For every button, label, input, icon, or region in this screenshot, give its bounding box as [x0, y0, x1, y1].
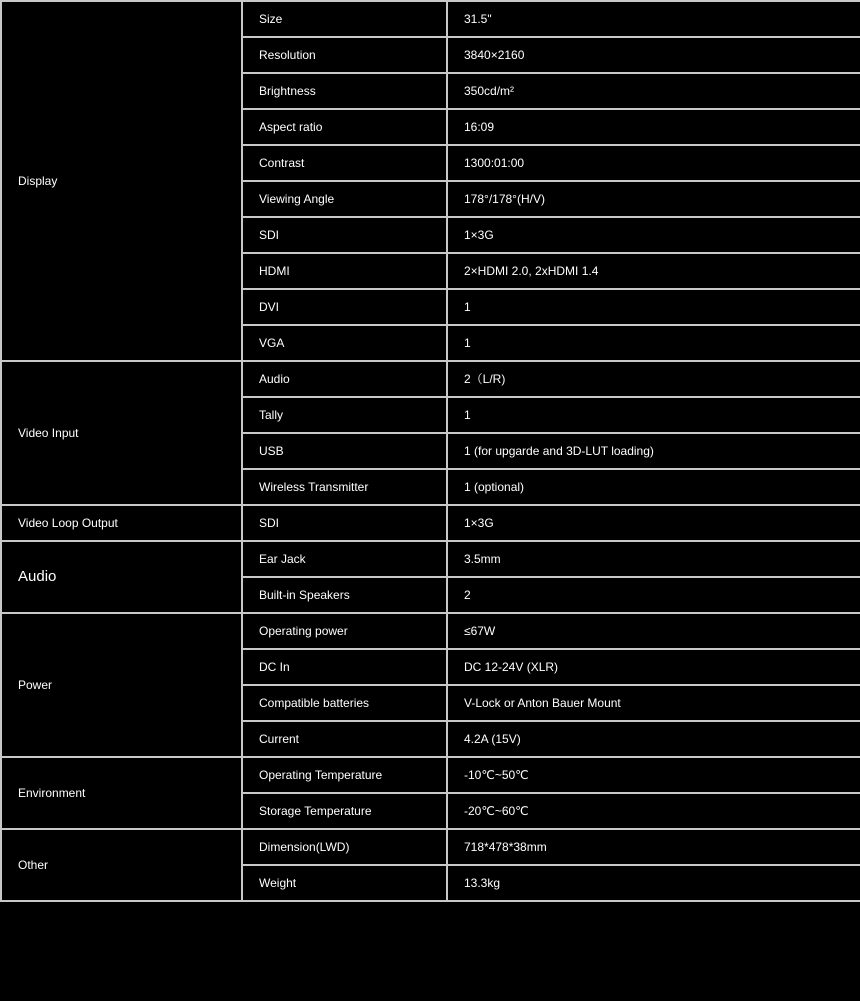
spec-value: 4.2A (15V)	[447, 721, 860, 757]
spec-label: Current	[242, 721, 447, 757]
spec-label: Brightness	[242, 73, 447, 109]
spec-label: Viewing Angle	[242, 181, 447, 217]
spec-label: Size	[242, 1, 447, 37]
group-label: Power	[1, 613, 242, 757]
spec-value: 3.5mm	[447, 541, 860, 577]
spec-value: 1 (optional)	[447, 469, 860, 505]
spec-value: 2（L/R)	[447, 361, 860, 397]
group-label: Video Input	[1, 361, 242, 505]
spec-label: HDMI	[242, 253, 447, 289]
spec-label: Dimension(LWD)	[242, 829, 447, 865]
spec-value: 350cd/m²	[447, 73, 860, 109]
spec-value: ≤67W	[447, 613, 860, 649]
spec-label: Storage Temperature	[242, 793, 447, 829]
spec-label: Audio	[242, 361, 447, 397]
group-label: Video Loop Output	[1, 505, 242, 541]
spec-value: 2×HDMI 2.0, 2xHDMI 1.4	[447, 253, 860, 289]
spec-value: 1	[447, 397, 860, 433]
spec-row	[1, 613, 860, 649]
spec-label: DVI	[242, 289, 447, 325]
spec-row	[1, 757, 860, 793]
spec-value: 1	[447, 325, 860, 361]
spec-value: 16:09	[447, 109, 860, 145]
spec-label: Built-in Speakers	[242, 577, 447, 613]
group-label: Environment	[1, 757, 242, 829]
spec-row	[1, 829, 860, 865]
spec-value: V-Lock or Anton Bauer Mount	[447, 685, 860, 721]
spec-label: Ear Jack	[242, 541, 447, 577]
spec-label: Compatible batteries	[242, 685, 447, 721]
spec-label: Wireless Transmitter	[242, 469, 447, 505]
spec-value: 3840×2160	[447, 37, 860, 73]
spec-row	[1, 505, 860, 541]
group-label: Other	[1, 829, 242, 901]
spec-label: DC In	[242, 649, 447, 685]
spec-value: 178°/178°(H/V)	[447, 181, 860, 217]
spec-label: Tally	[242, 397, 447, 433]
spec-value: 1×3G	[447, 505, 860, 541]
spec-value: 31.5"	[447, 1, 860, 37]
spec-row	[1, 541, 860, 577]
spec-value: 13.3kg	[447, 865, 860, 901]
group-label: Audio	[1, 541, 242, 613]
spec-table-body	[1, 1, 860, 901]
spec-value: 1	[447, 289, 860, 325]
spec-row	[1, 1, 860, 37]
spec-value: 718*478*38mm	[447, 829, 860, 865]
spec-label: SDI	[242, 217, 447, 253]
spec-label: Weight	[242, 865, 447, 901]
spec-label: Contrast	[242, 145, 447, 181]
spec-label: SDI	[242, 505, 447, 541]
spec-label: VGA	[242, 325, 447, 361]
spec-label: Operating power	[242, 613, 447, 649]
spec-value: 1×3G	[447, 217, 860, 253]
spec-value: 1 (for upgarde and 3D-LUT loading)	[447, 433, 860, 469]
spec-value: 2	[447, 577, 860, 613]
spec-value: 1300:01:00	[447, 145, 860, 181]
spec-label: USB	[242, 433, 447, 469]
spec-row	[1, 361, 860, 397]
spec-value: -20℃~60℃	[447, 793, 860, 829]
spec-value: DC 12-24V (XLR)	[447, 649, 860, 685]
spec-label: Resolution	[242, 37, 447, 73]
spec-label: Aspect ratio	[242, 109, 447, 145]
spec-label: Operating Temperature	[242, 757, 447, 793]
spec-value: -10℃~50℃	[447, 757, 860, 793]
group-label: Display	[1, 1, 242, 361]
